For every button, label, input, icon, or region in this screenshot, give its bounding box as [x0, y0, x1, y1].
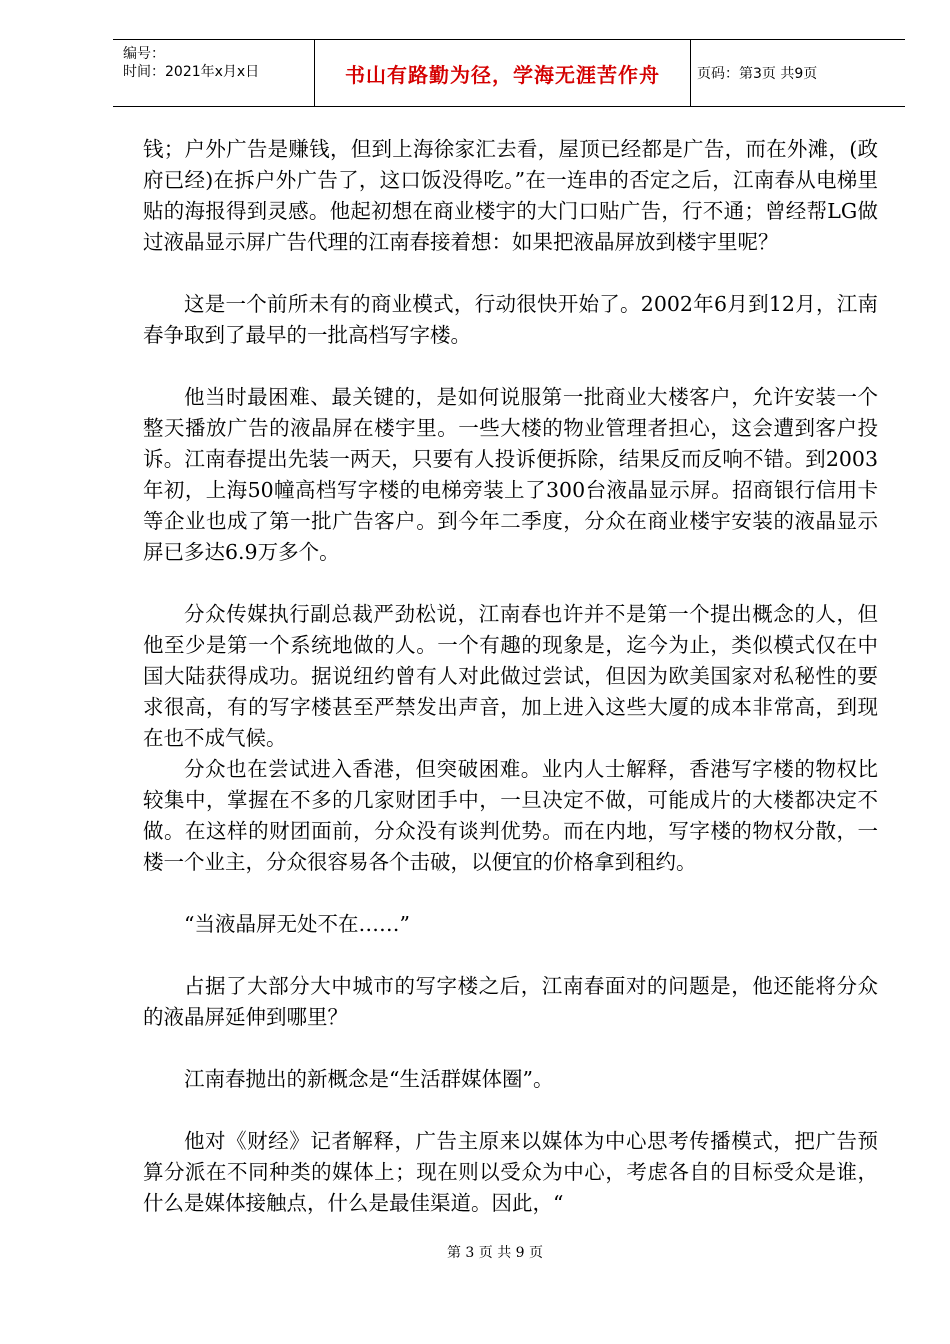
header-motto-cell: [315, 40, 691, 106]
header-page-cell: [691, 40, 905, 106]
paragraph: 占据了大部分大中城市的写字楼之后，江南春面对的问题是，他还能将分众的液晶屏延伸到哪里？: [143, 974, 878, 1029]
paragraph-continued: 钱；户外广告是赚钱，但到上海徐家汇去看，屋顶已经都是广告，而在外滩，(政府已经)在拆户外广告了，这口饭没得吃。”在一连串的否定之后，江南春从电梯里贴的海报得到灵感。他起初想在商业楼宇的大门口贴广告，行不通；曾经帮LG做过液晶显示屏广告代理的江南春接着想：如果把液晶屏放到楼宇里呢？: [143, 137, 878, 254]
header-meta-cell: [113, 40, 315, 106]
paragraph: 分众也在尝试进入香港，但突破困难。业内人士解释，香港写字楼的物权比较集中，掌握在不多的几家财团手中，一旦决定不做，可能成片的大楼都决定不做。在这样的财团面前，分众没有谈判优势。而在内地，写字楼的物权分散，一楼一个业主，分众很容易各个击破，以便宜的价格拿到租约。: [143, 757, 878, 874]
paragraph: 他当时最困难、最关键的，是如何说服第一批商业大楼客户，允许安装一个整天播放广告的液晶屏在楼宇里。一些大楼的物业管理者担心，这会遭到客户投诉。江南春提出先装一两天，只要有人投诉便拆除，结果反而反响不错。到2003年初，上海50幢高档写字楼的电梯旁装上了300台液晶显示屏。招商银行信用卡等企业也成了第一批广告客户。到今年二季度，分众在商业楼宇安装的液晶显示屏已多达6.9万多个。: [143, 385, 878, 564]
document-body: [143, 134, 878, 1219]
page-footer: 第 3 页 共 9 页: [446, 1245, 544, 1261]
paragraph: 这是一个前所未有的商业模式，行动很快开始了。2002年6月到12月，江南春争取到了最早的一批高档写字楼。: [143, 292, 878, 347]
header-motto: 书山有路勤为径，学海无涯苦作舟: [345, 62, 660, 87]
paragraph: 分众传媒执行副总裁严劲松说，江南春也许并不是第一个提出概念的人，但他至少是第一个系统地做的人。一个有趣的现象是，迄今为止，类似模式仅在中国大陆获得成功。据说纽约曾有人对此做过尝试，但因为欧美国家对私秘性的要求很高，有的写字楼甚至严禁发出声音，加上进入这些大厦的成本非常高，到现在也不成气候。: [143, 602, 878, 750]
paragraph: 江南春抛出的新概念是“生活群媒体圈”。: [184, 1067, 554, 1091]
section-heading: “当液晶屏无处不在……”: [184, 912, 410, 936]
header-page-info: 页码：第3页 共9页: [697, 66, 818, 82]
document-number-label: 编号：: [123, 46, 165, 62]
paragraph: 他对《财经》记者解释，广告主原来以媒体为中心思考传播模式，把广告预算分派在不同种类的媒体上；现在则以受众为中心，考虑各自的目标受众是谁，什么是媒体接触点，什么是最佳渠道。因此，“: [143, 1129, 878, 1215]
document-time-label: 时间：2021年x月x日: [123, 64, 260, 80]
page-header: [113, 39, 905, 107]
